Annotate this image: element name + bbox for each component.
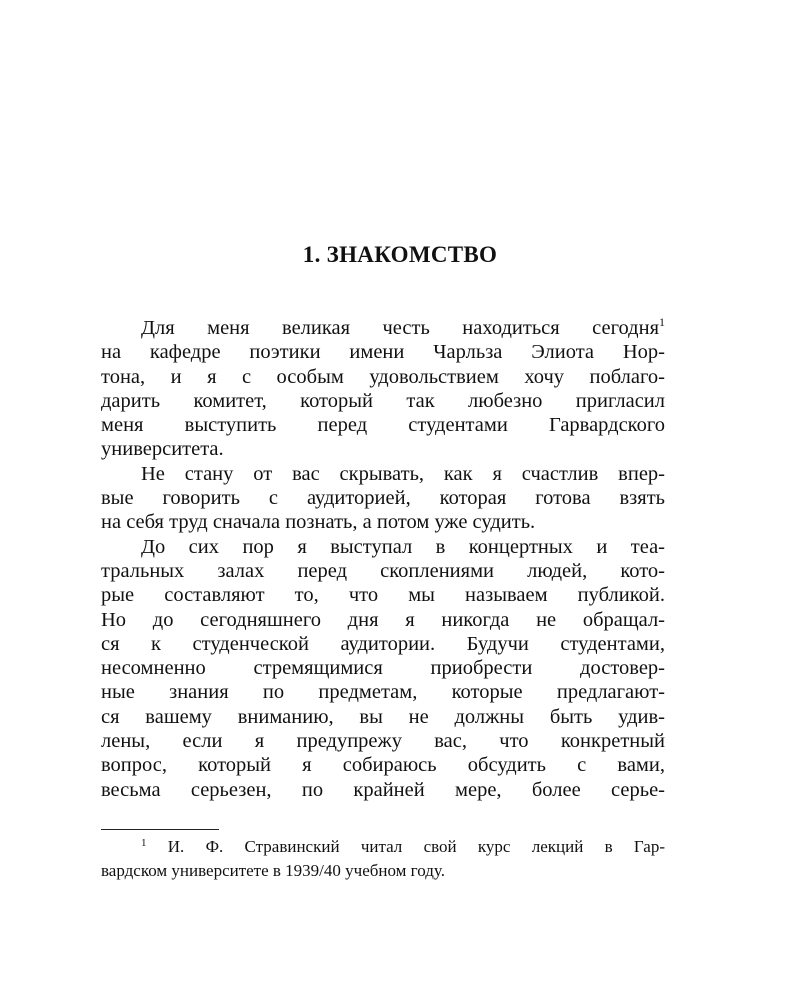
text-line: Но до сегодняшнего дня я никогда не обращал- xyxy=(101,608,665,631)
text-line: Для меня великая честь находиться сегодня$^1$ xyxy=(141,315,665,339)
text-line: ные знания по предметам, которые предлагают- xyxy=(101,681,665,704)
footnote-line: вардском университете в 1939/40 учебном году. xyxy=(101,861,445,880)
text-line: вопрос, который я собираюсь обсудить с вами, xyxy=(101,754,665,777)
text-line: меня выступить перед студентами Гарвардского xyxy=(101,414,665,437)
footnote-divider xyxy=(101,829,219,830)
text-line: дарить комитет, который так любезно пригласил xyxy=(101,389,665,412)
text-line: ся вашему вниманию, вы не должны быть удив- xyxy=(101,705,665,728)
text-line: весьма серьезен, по крайней мере, более серье- xyxy=(101,778,665,801)
footnote xyxy=(101,835,665,883)
chapter-title: 1. ЗНАКОМСТВО xyxy=(302,242,498,267)
text-line: ся к студенческой аудитории. Будучи студентами, xyxy=(101,632,665,655)
text-line: рые составляют то, что мы называем публикой. xyxy=(101,584,665,607)
text-line: университета. xyxy=(101,438,224,461)
text-line: тральных залах перед скоплениями людей, кото- xyxy=(101,559,665,582)
text-line: на себя труд сначала познать, а потом уже судить. xyxy=(101,511,536,534)
text-line: лены, если я предупрежу вас, что конкретный xyxy=(101,730,665,753)
text-line: Не стану от вас скрывать, как я счастлив впер- xyxy=(141,462,665,485)
text-line: До сих пор я выступал в концертных и теа- xyxy=(141,535,665,558)
text-line: вые говорить с аудиторией, которая готова взять xyxy=(101,487,665,510)
text-line: на кафедре поэтики имени Чарльза Элиота Нор- xyxy=(101,341,665,364)
footnote-line: $^1$ И. Ф. Стравинский читал свой курс лекций в Гар- xyxy=(141,837,666,856)
body-text xyxy=(101,316,665,802)
text-line: тона, и я с особым удовольствием хочу поблаго- xyxy=(101,365,665,388)
text-line: несомненно стремящимися приобрести достовер- xyxy=(101,657,665,680)
footnote-reference: 1 xyxy=(659,315,665,329)
footnote-marker: 1 xyxy=(141,837,147,849)
